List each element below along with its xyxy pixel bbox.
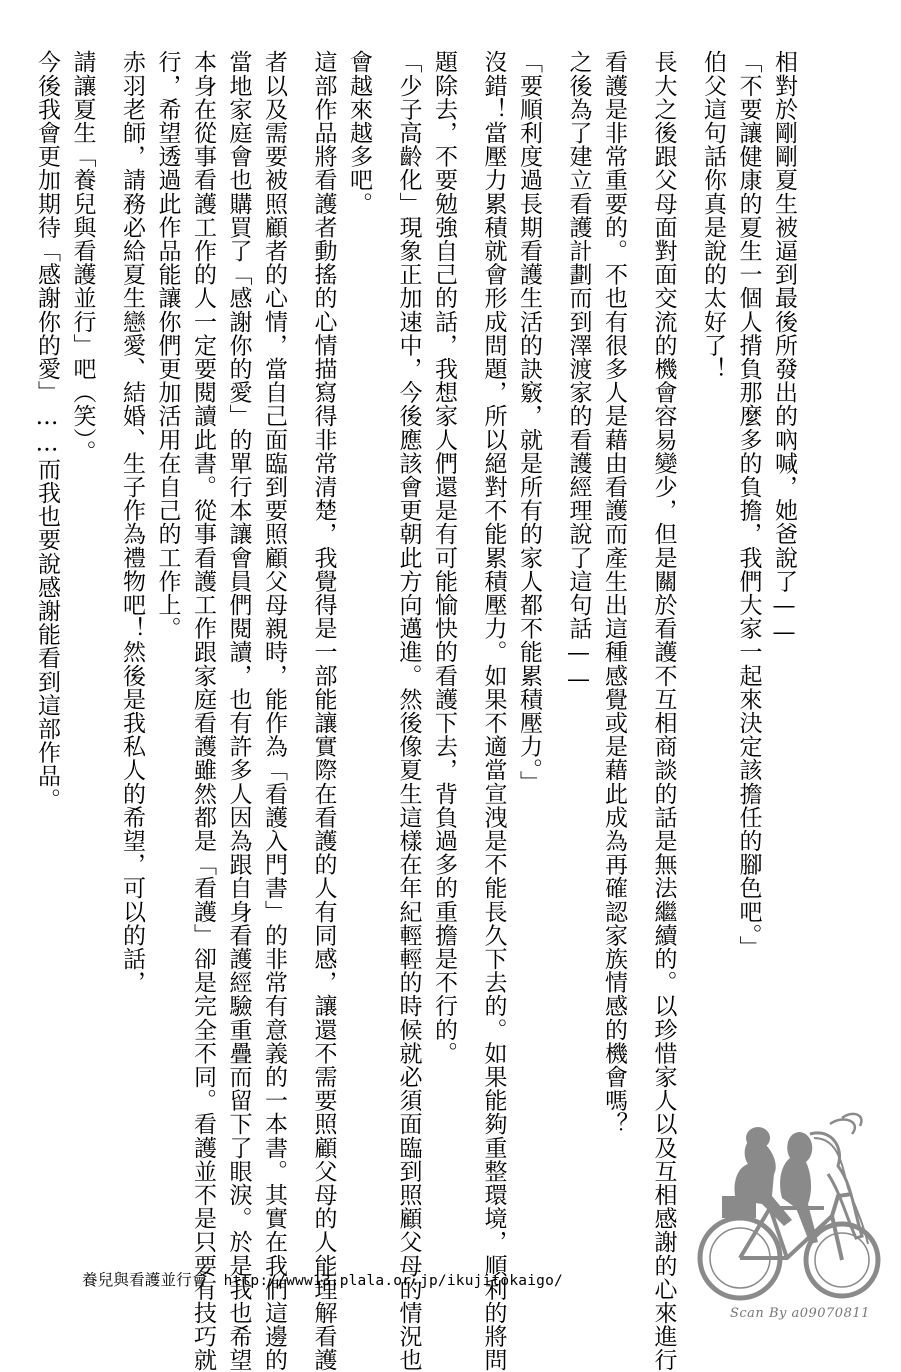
text-column: 之後為了建立看護計劃而到澤渡家的看護經理說了這句話—— bbox=[565, 50, 592, 694]
text-column: 這部作品將看護者動搖的心情描寫得非常清楚，我覺得是一部能讓實際在看護的人有同感，讓還不需要照顧父母的人能理解看護 bbox=[310, 50, 337, 1372]
scan-credit: Scan By a09070811 bbox=[730, 1306, 870, 1321]
text-column: 請讓夏生「養兒與看護並行」吧（笑）。 bbox=[69, 50, 96, 464]
text-column: 長大之後跟父母面對面交流的機會容易變少，但是關於看護不互相商談的話是無法繼續的。以珍惜家人以及互相感謝的心來進行 bbox=[650, 50, 677, 1372]
text-column: 看護是非常重要的。不也有很多人是藉由看護而產生出這種感覺或是藉此成為再確認家族情感的機會嗎？ bbox=[601, 50, 627, 1136]
text-column: 本身在從事看護工作的人一定要閱讀此書。從事看護工作跟家庭看護雖然都是「看護」卻是完全不同。看護並不是只要有技巧就 bbox=[190, 50, 216, 1372]
text-column: 行，希望透過此作品能讓你們更加活用在自己的工作上。 bbox=[154, 50, 181, 640]
text-column: 「要順利度過長期看護生活的訣竅，就是所有的家人都不能累積壓力。」 bbox=[516, 50, 542, 794]
text-column: 伯父這句話你真是說的太好了！ bbox=[700, 50, 726, 381]
organization-name: 養兒與看護並行會 bbox=[82, 1271, 208, 1289]
text-column: 題除去，不要勉強自己的話，我想家人們還是有可能愉快的看護下去，背負過多的重擔是不行的。 bbox=[431, 50, 457, 1065]
footer bbox=[82, 1268, 563, 1290]
organization-url[interactable]: http://www13.plala.or.jp/ikujitokaigo/ bbox=[223, 1273, 563, 1289]
text-column: 赤羽老師，請務必給夏生戀愛、結婚、生子作為禮物吧！然後是我私人的希望，可以的話， bbox=[119, 50, 145, 994]
text-column: 「少子高齡化」現象正加速中，今後應該會更朝此方向邁進。然後像夏生這樣在年紀輕輕的時候就必須面臨到照顧父母的情況也 bbox=[395, 50, 422, 1372]
text-column: 沒錯！當壓力累積就會形成問題，所以絕對不能累積壓力。如果不適當宣洩是不能長久下去的。如果能夠重整環境，順利的將問 bbox=[480, 50, 507, 1372]
text-column: 「不要讓健康的夏生一個人揹負那麼多的負擔，我們大家一起來決定該擔任的腳色吧。」 bbox=[735, 50, 762, 959]
bicycle-silhouette-icon bbox=[692, 1108, 892, 1308]
text-column: 會越來越多吧。 bbox=[346, 50, 372, 216]
text-column: 當地家庭會也購買了「感謝你的愛」的單行本讓會員們閱讀，也有許多人因為跟自身看護經驗重疊而留下了眼淚。於是我也希望 bbox=[225, 50, 252, 1372]
text-column: 者以及需要被照顧者的心情，當自己面臨到要照顧父母親時，能作為「看護入門書」的非常有意義的一本書。其實在我們這邊的 bbox=[261, 50, 287, 1372]
text-column: 相對於剛剛夏生被逼到最後所發出的吶喊，她爸說了—— bbox=[771, 50, 797, 646]
text-column: 今後我會更加期待「感謝你的愛」……而我也要說感謝能看到這部作品。 bbox=[34, 50, 60, 812]
